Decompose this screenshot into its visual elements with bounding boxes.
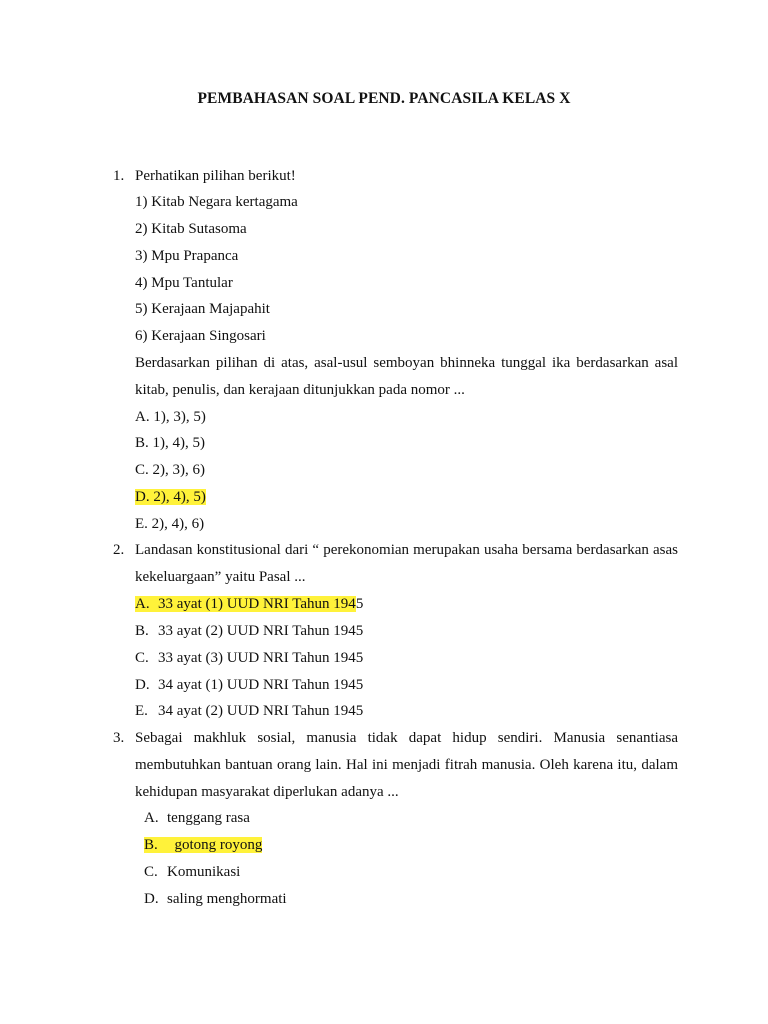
option-text: gotong royong [167,837,263,853]
document-title: PEMBAHASAN SOAL PEND. PANCASILA KELAS X [197,90,571,107]
option-text: 33 ayat (2) UUD NRI Tahun 1945 [158,623,364,639]
question-3-text-line-1: Sebagai makhluk sosial, manusia tidak dapat hidup sendiri. Manusia senantiasa [135,730,678,746]
question-1-choice: 1) Kitab Negara kertagama [135,194,298,210]
question-1-choice: 6) Kerajaan Singosari [135,328,266,344]
question-3-text-line-2: membutuhkan bantuan orang lain. Hal ini menjadi fitrah manusia. Oleh karena itu, dalam [135,757,678,773]
answer-highlight: D. 2), 4), 5) [135,489,206,505]
option-letter: A. [135,596,150,612]
option-text: Komunikasi [167,864,241,880]
question-1-choice: 5) Kerajaan Majapahit [135,301,270,317]
option-letter: C. [144,864,158,880]
option-letter: A. [144,810,159,826]
question-2-option-c [135,648,363,668]
question-1-text-line-1: Berdasarkan pilihan di atas, asal-usul semboyan bhinneka tunggal ika berdasarkan asal [135,355,678,371]
question-3-option-d [144,889,287,909]
question-1-option-d-answer [135,487,206,507]
option-text: 34 ayat (1) UUD NRI Tahun 1945 [158,677,364,693]
question-1-choice: 3) Mpu Prapanca [135,248,239,264]
option-letter: C. [135,650,149,666]
question-1-prompt: Perhatikan pilihan berikut! [135,168,296,184]
question-3-number: 3. [113,730,125,746]
option-letter: D. [135,677,150,693]
question-2-text-line-1: Landasan konstitusional dari “ perekonomian merupakan usaha bersama berdasarkan asas [135,542,678,558]
option-text: 34 ayat (2) UUD NRI Tahun 1945 [158,703,364,719]
question-1-option-c: C. 2), 3), 6) [135,462,205,478]
question-2-text-line-2: kekeluargaan” yaitu Pasal ... [135,569,306,585]
question-3-option-a [144,808,250,828]
question-2-number: 2. [113,542,125,558]
option-letter: B. [144,837,158,853]
option-text: saling menghormati [167,891,287,907]
question-1-choice: 2) Kitab Sutasoma [135,221,247,237]
question-2-option-e [135,701,363,721]
answer-highlight [144,837,262,853]
option-text: tenggang rasa [167,810,250,826]
question-3-option-c [144,862,240,882]
question-3-text-line-3: kehidupan masyarakat diperlukan adanya ... [135,784,399,800]
question-2-option-b [135,621,363,641]
question-1-text-line-2: kitab, penulis, dan kerajaan ditunjukkan pada nomor ... [135,382,465,398]
option-text: 33 ayat (1) UUD NRI Tahun 194 [158,596,356,612]
question-3-option-b-answer [144,835,262,855]
option-letter: E. [135,703,148,719]
option-letter: D. [144,891,159,907]
question-2-option-d [135,675,363,695]
question-1-option-b: B. 1), 4), 5) [135,435,205,451]
option-text-tail: 5 [355,596,364,612]
question-1-option-a: A. 1), 3), 5) [135,409,206,425]
option-text: 33 ayat (3) UUD NRI Tahun 1945 [158,650,364,666]
question-1-number: 1. [113,168,125,184]
question-1-choice: 4) Mpu Tantular [135,275,233,291]
question-1-option-e: E. 2), 4), 6) [135,516,205,532]
answer-highlight [135,596,356,612]
option-letter: B. [135,623,149,639]
question-2-option-a-answer [135,594,363,614]
